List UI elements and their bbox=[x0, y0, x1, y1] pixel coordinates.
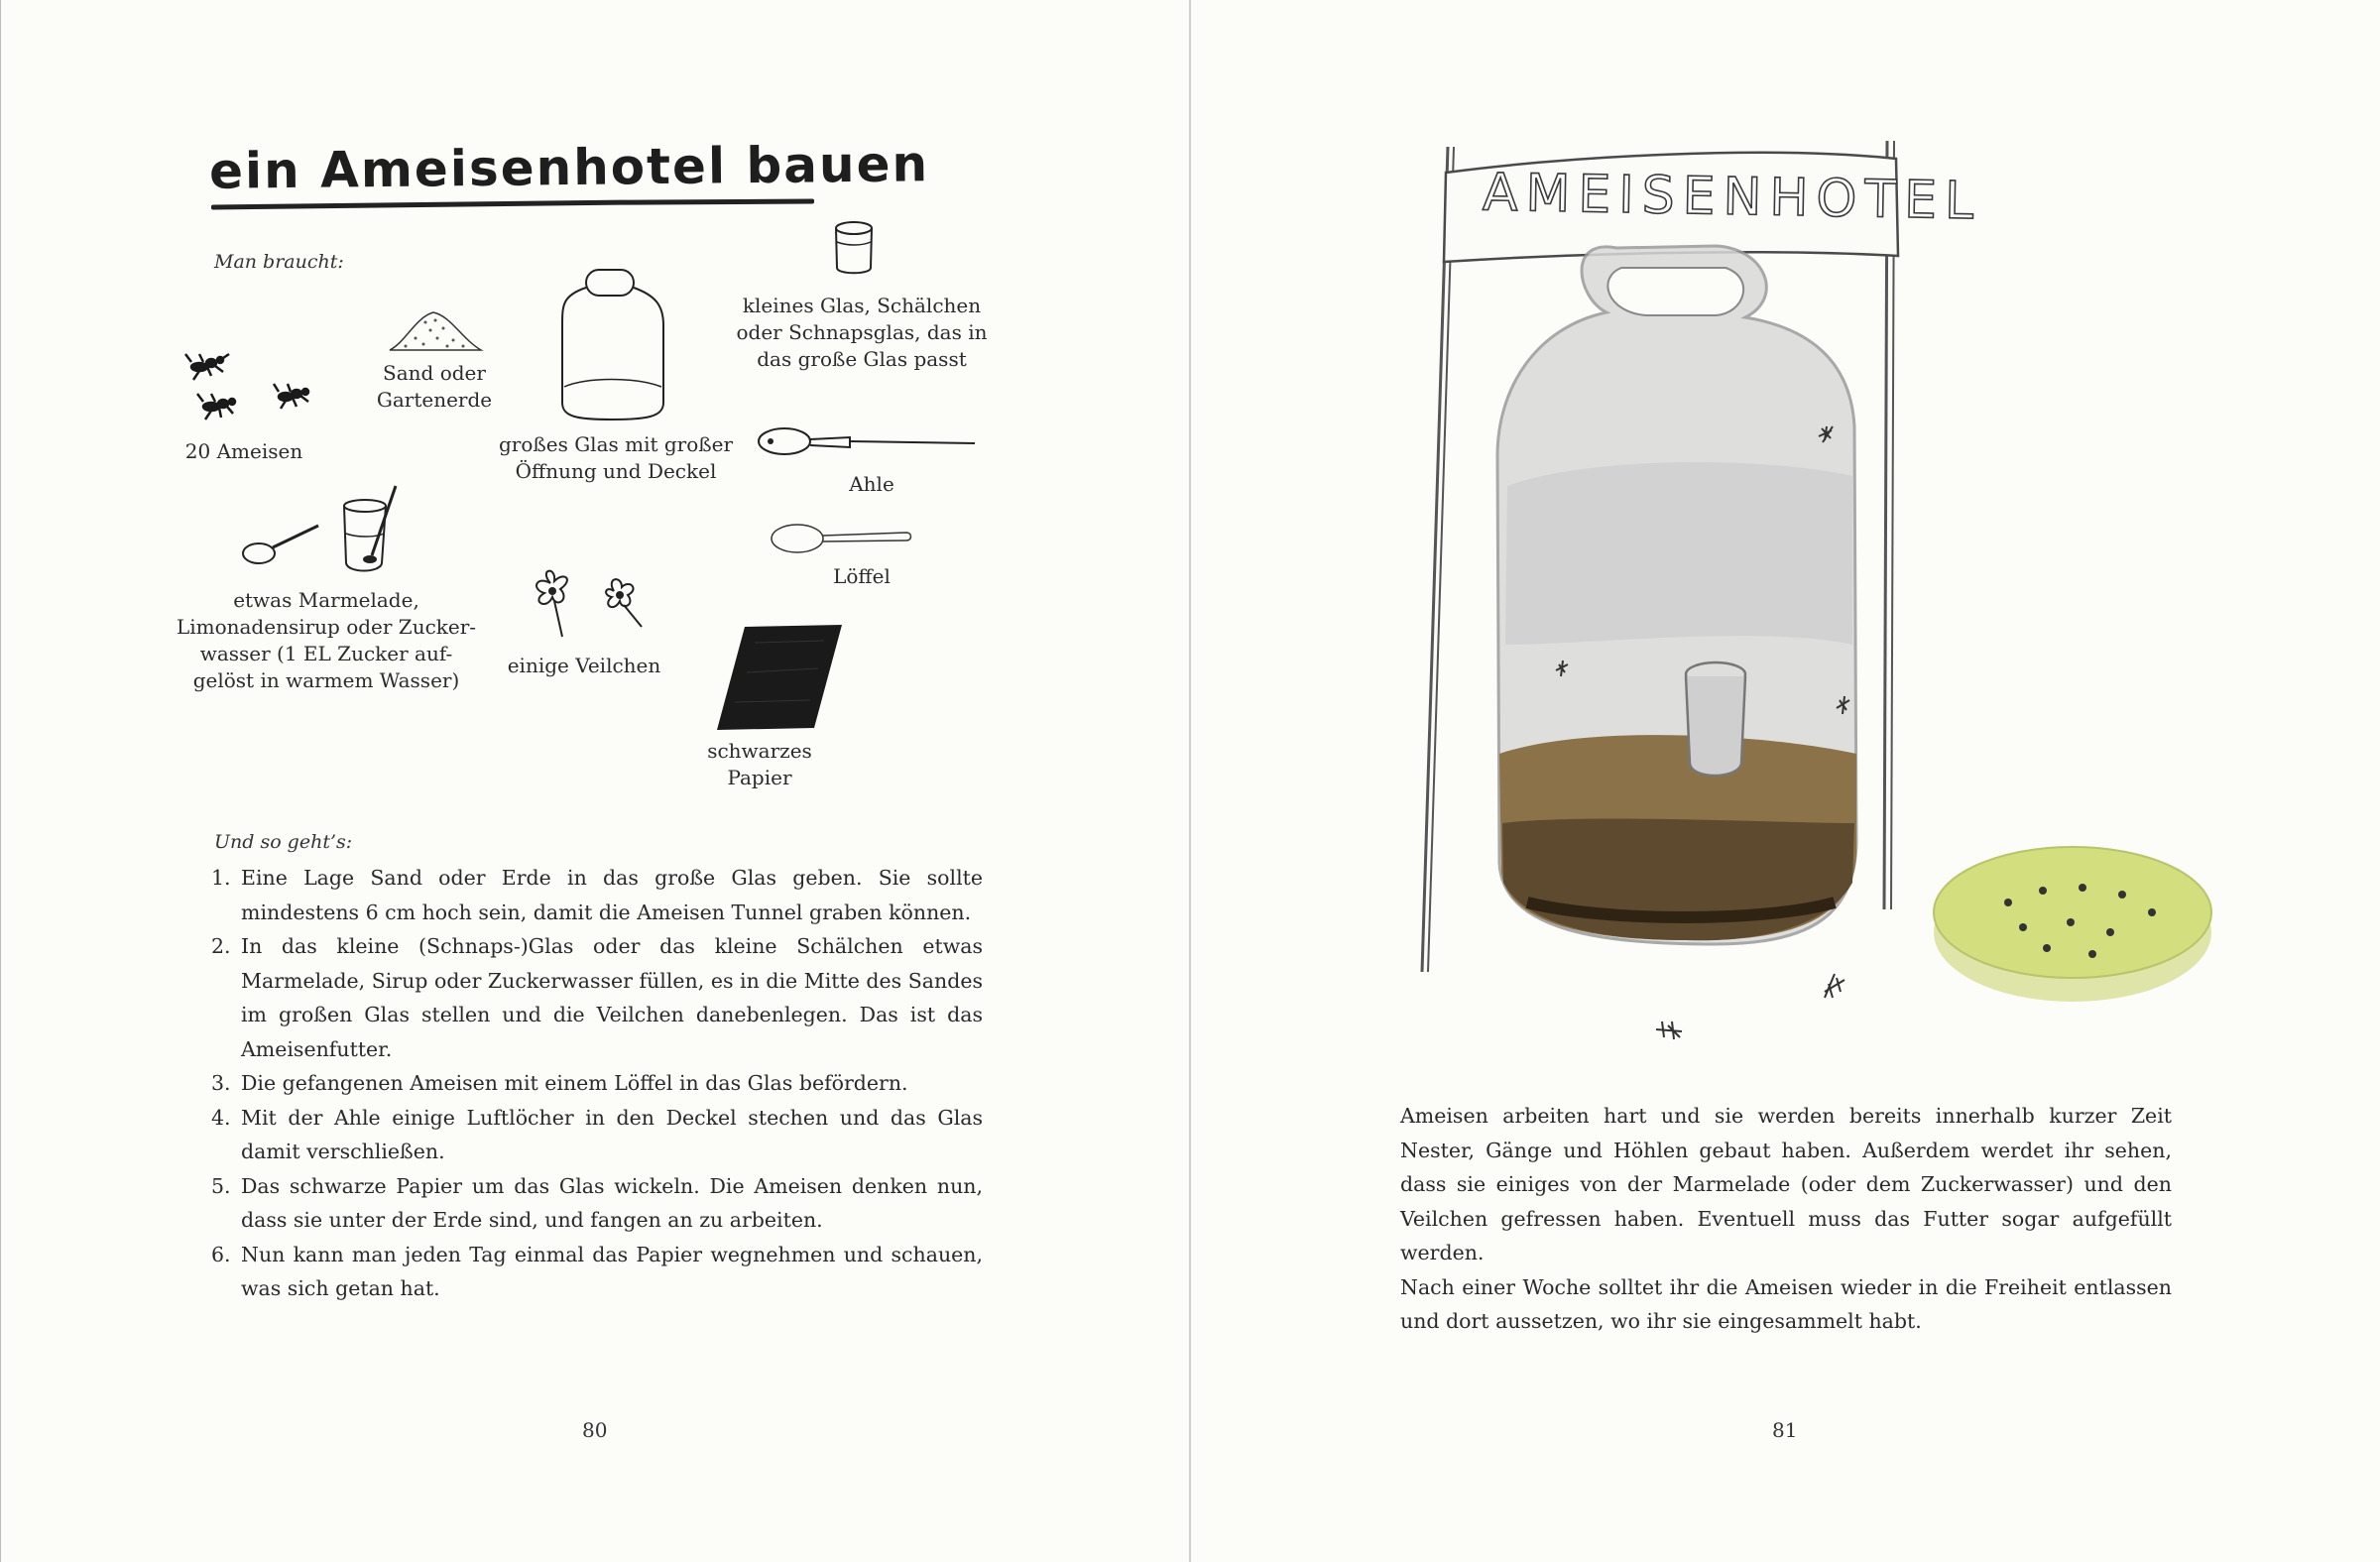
jam-caption-line4: gelöst in warmem Wasser) bbox=[192, 668, 460, 692]
instruction-steps bbox=[211, 861, 983, 1306]
page-number-right: 81 bbox=[1772, 1418, 1798, 1442]
awl-icon bbox=[755, 421, 978, 461]
paper-caption-line2: Papier bbox=[727, 766, 792, 789]
step-item: 5. Das schwarze Papier um das Glas wickeln. Die Ameisen denken nun, dass sie unter der Erde sind, und fangen an zu arbeiten. bbox=[211, 1173, 983, 1232]
paragraph: Nach einer Woche solltet ihr die Ameisen wieder in die Freiheit entlassen und dort aussetzen, wo ihr sie eingesammelt habt. bbox=[1400, 1274, 2172, 1333]
needs-heading: Man braucht: bbox=[214, 251, 344, 273]
step-item: 2. In das kleine (Schnaps-)Glas oder das kleine Schälchen etwas Marmelade, Sirup oder Zuckerwasser füllen, es in die Mitte des Sandes im großen Glas stellen und die Veilchen danebenlegen. Das ist das Ameisenfutter. bbox=[211, 934, 983, 1061]
paragraph: Ameisen arbeiten hart und sie werden bereits innerhalb kurzer Zeit Nester, Gänge und Höhlen gebaut haben. Außerdem werdet ihr sehen, dass sie einiges von der Marmelade (oder dem Zuckerwasser) und den Veilchen gefressen haben. Eventuell muss das Futter sogar aufgefüllt werden. bbox=[1400, 1104, 2172, 1264]
ants-caption: 20 Ameisen bbox=[184, 439, 303, 463]
step-item: 3. Die gefangenen Ameisen mit einem Löffel in das Glas befördern. bbox=[211, 1071, 908, 1095]
black-paper-icon bbox=[715, 623, 844, 732]
jam-caption-line1: etwas Marmelade, bbox=[233, 588, 419, 612]
page-title: ein Ameisenhotel bauen bbox=[208, 135, 930, 200]
right-body-text bbox=[1400, 1099, 2172, 1339]
ants-icon bbox=[172, 352, 330, 426]
violets-caption: einige Veilchen bbox=[507, 654, 661, 677]
step-item: 6. Nun kann man jeden Tag einmal das Papier wegnehmen und schauen, was sich getan hat. bbox=[211, 1242, 983, 1300]
small-glass-caption-line1: kleines Glas, Schälchen bbox=[742, 294, 982, 317]
sand-caption-line1: Sand oder bbox=[383, 361, 486, 385]
jam-caption-line2: Limonadensirup oder Zucker- bbox=[176, 615, 477, 639]
awl-caption: Ahle bbox=[849, 472, 894, 496]
big-jar-icon bbox=[556, 266, 670, 424]
spoon-icon bbox=[770, 519, 913, 558]
small-glass-icon bbox=[832, 220, 876, 278]
sign-lettering: AMEISENHOTEL bbox=[1482, 163, 1982, 232]
ant-hotel-illustration bbox=[1388, 129, 2221, 1071]
jam-caption-line3: wasser (1 EL Zucker auf- bbox=[199, 642, 453, 665]
small-glass-caption-line2: oder Schnapsglas, das in bbox=[736, 320, 988, 344]
sand-pile-icon bbox=[386, 302, 485, 354]
big-jar-caption-line1: großes Glas mit großer bbox=[498, 432, 734, 456]
step-item: 1. Eine Lage Sand oder Erde in das große Glas geben. Sie sollte mindestens 6 cm hoch sein, damit die Ameisen Tunnel graben können. bbox=[211, 866, 983, 924]
violets-icon bbox=[527, 565, 651, 645]
big-jar-caption-line2: Öffnung und Deckel bbox=[515, 459, 717, 483]
sand-caption-line2: Gartenerde bbox=[376, 388, 493, 412]
title-underline bbox=[211, 198, 814, 212]
howto-heading: Und so geht’s: bbox=[214, 831, 353, 853]
jam-spoon-glass-icon bbox=[237, 482, 406, 576]
step-item: 4. Mit der Ahle einige Luftlöcher in den Deckel stechen und das Glas damit verschließen. bbox=[211, 1105, 983, 1163]
small-glass-caption-line3: das große Glas passt bbox=[757, 347, 967, 371]
page-number-left: 80 bbox=[582, 1418, 608, 1442]
spoon-caption: Löffel bbox=[833, 564, 891, 588]
paper-caption-line1: schwarzes bbox=[707, 739, 812, 763]
